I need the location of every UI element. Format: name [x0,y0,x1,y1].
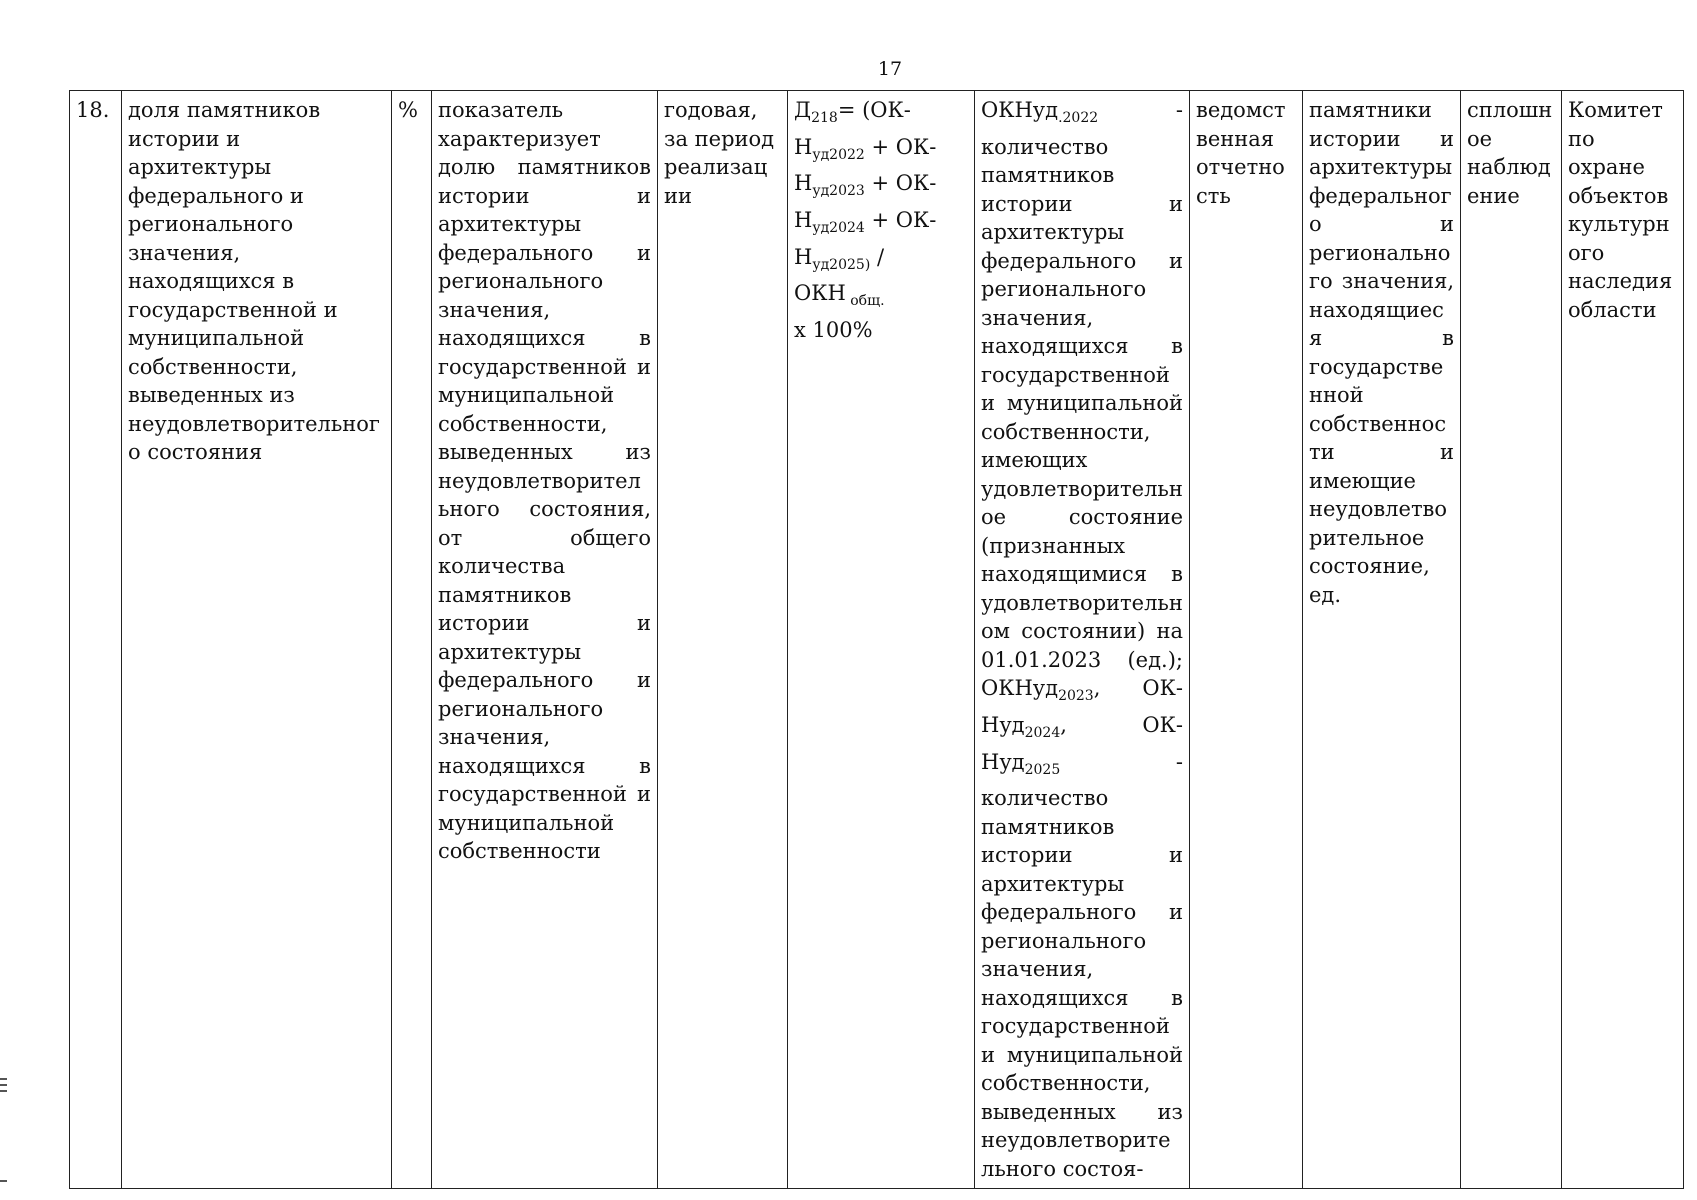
row-number: 18. [70,91,122,1189]
responsible-cell: Комитет по охране объектов культурного наследия области [1562,91,1684,1189]
scan-mark [0,1180,7,1182]
method-cell: сплошное наблюдение [1461,91,1562,1189]
unit-cell: % [392,91,432,1189]
periodicity-cell: годовая, за период реализации [658,91,788,1189]
scan-mark [0,1078,7,1096]
variables-cell: ОКНуд$_{.2022}$ - количество памятников истории и архитектуры федерального и регионального значения, находящихся в государственной и муниципальной собственности, имеющих удовлетворительное состояние (признанных находящимися в удовлетворительном состоянии) на 01.01.2023 (ед.); ОКНуд$_{2023}$, ОК-Нуд$_{2024}$, ОК-Нуд$_{2025}$ - количество памятников истории и архитектуры федерального и регионального значения, находящихся в государственной и муниципальной собственности, выведенных из неудовлетворительного состоя- [975,91,1190,1189]
table-row [70,91,1684,1189]
formula-cell: $Д_{218}= (ОК-$ $Н_{уд2022} + ОК-$ $Н_{уд2023} + ОК-$ $Н_{уд2024} + ОК-$ $Н_{уд2025)}$ / ОКН $_{общ.}$ х 100% [788,91,975,1189]
page-number: 17 [877,58,903,80]
source-cell: ведомственная отчетность [1190,91,1303,1189]
definition-cell: показатель характеризует долю памятников истории и архитектуры федерального и регионального значения, находящихся в государственной и муниципальной собственности, выведенных из неудовлетворительного состояния, от общего количества памятников истории и архитектуры федерального и регионального значения, находящихся в государственной и муниципальной собственности [432,91,658,1189]
indicator-table [69,90,1684,1189]
object-cell: памятники истории и архитектуры федерального и регионального значения, находящиеся в государственной собственности и имеющие неудовлетворительное состояние, ед. [1303,91,1461,1189]
indicator-name: доля памятников истории и архитектуры федерального и регионального значения, находящихся в государственной и муниципальной собственности, выведенных из неудовлетворительного состояния [122,91,392,1189]
